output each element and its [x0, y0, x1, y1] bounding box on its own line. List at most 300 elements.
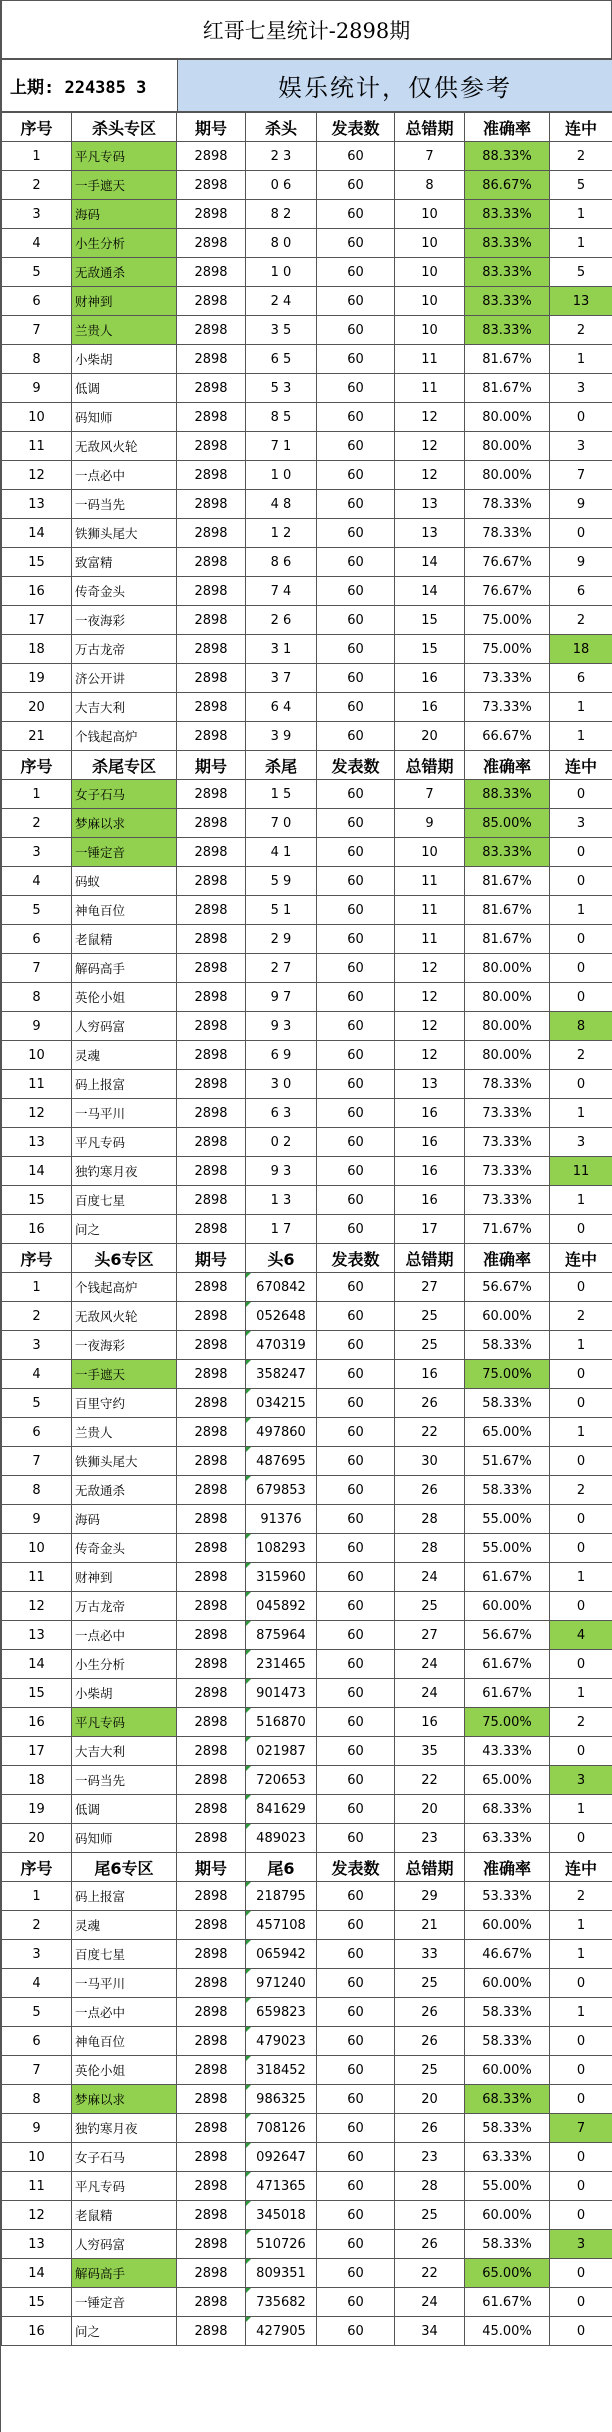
errors-cell: 7	[395, 780, 465, 809]
errors-cell: 29	[395, 1882, 465, 1911]
count-cell: 60	[317, 519, 395, 548]
name-cell: 平凡专码	[72, 2172, 177, 2201]
table-row	[2, 635, 612, 664]
count-cell: 60	[317, 1940, 395, 1969]
errors-cell: 24	[395, 1650, 465, 1679]
code-cell: 470319	[246, 1331, 317, 1360]
period-cell: 2898	[177, 838, 246, 867]
streak-cell: 5	[550, 258, 612, 287]
period-cell: 2898	[177, 867, 246, 896]
streak-cell: 0	[550, 1505, 612, 1534]
name-cell: 码知师	[72, 403, 177, 432]
name-cell: 个钱起高炉	[72, 722, 177, 751]
code-cell: 427905	[246, 2317, 317, 2346]
serial-cell: 1	[2, 780, 72, 809]
rate-cell: 56.67%	[465, 1621, 550, 1650]
period-cell: 2898	[177, 461, 246, 490]
table-row	[2, 954, 612, 983]
code-cell: 510726	[246, 2230, 317, 2259]
name-cell: 万古龙帝	[72, 635, 177, 664]
table-row	[2, 258, 612, 287]
errors-cell: 25	[395, 1331, 465, 1360]
period-cell: 2898	[177, 2230, 246, 2259]
rate-cell: 55.00%	[465, 1534, 550, 1563]
streak-cell: 1	[550, 1911, 612, 1940]
rate-cell: 46.67%	[465, 1940, 550, 1969]
errors-cell: 26	[395, 2230, 465, 2259]
name-cell: 一手遮天	[72, 171, 177, 200]
streak-cell: 1	[550, 229, 612, 258]
count-cell: 60	[317, 1157, 395, 1186]
rate-cell: 61.67%	[465, 1679, 550, 1708]
name-cell: 一点必中	[72, 1998, 177, 2027]
period-cell: 2898	[177, 490, 246, 519]
table-row	[2, 403, 612, 432]
errors-cell: 35	[395, 1737, 465, 1766]
count-cell: 60	[317, 316, 395, 345]
code-cell: 1 7	[246, 1215, 317, 1244]
name-cell: 小生分析	[72, 229, 177, 258]
name-cell: 财神到	[72, 1563, 177, 1592]
count-cell: 60	[317, 432, 395, 461]
rate-cell: 45.00%	[465, 2317, 550, 2346]
table-row	[2, 142, 612, 171]
table-row	[2, 1128, 612, 1157]
name-cell: 小柴胡	[72, 1679, 177, 1708]
serial-cell: 10	[2, 2143, 72, 2172]
count-cell: 60	[317, 1476, 395, 1505]
period-cell: 2898	[177, 1331, 246, 1360]
count-cell: 60	[317, 200, 395, 229]
streak-cell: 0	[550, 403, 612, 432]
period-cell: 2898	[177, 2114, 246, 2143]
code-cell: 6 3	[246, 1099, 317, 1128]
errors-cell: 26	[395, 1476, 465, 1505]
header-period: 期号	[177, 113, 246, 142]
count-cell: 60	[317, 287, 395, 316]
errors-cell: 27	[395, 1273, 465, 1302]
count-cell: 60	[317, 1679, 395, 1708]
errors-cell: 24	[395, 2288, 465, 2317]
name-cell: 梦麻以求	[72, 809, 177, 838]
code-cell: 8 6	[246, 548, 317, 577]
errors-cell: 25	[395, 1302, 465, 1331]
count-cell: 60	[317, 1447, 395, 1476]
code-cell: 092647	[246, 2143, 317, 2172]
errors-cell: 12	[395, 403, 465, 432]
code-cell: 318452	[246, 2056, 317, 2085]
rate-cell: 76.67%	[465, 577, 550, 606]
errors-cell: 16	[395, 664, 465, 693]
serial-cell: 13	[2, 490, 72, 519]
errors-cell: 25	[395, 2056, 465, 2085]
name-cell: 一手遮天	[72, 1360, 177, 1389]
header-streak: 连中	[550, 1244, 612, 1273]
table-row	[2, 1070, 612, 1099]
streak-cell: 1	[550, 896, 612, 925]
name-cell: 神龟百位	[72, 896, 177, 925]
code-cell: 5 1	[246, 896, 317, 925]
code-cell: 487695	[246, 1447, 317, 1476]
name-cell: 问之	[72, 2317, 177, 2346]
rate-cell: 80.00%	[465, 1041, 550, 1070]
errors-cell: 16	[395, 1360, 465, 1389]
table-row	[2, 838, 612, 867]
name-cell: 一锤定音	[72, 2288, 177, 2317]
code-cell: 1 2	[246, 519, 317, 548]
streak-cell: 0	[550, 983, 612, 1012]
errors-cell: 11	[395, 867, 465, 896]
name-cell: 人穷码富	[72, 2230, 177, 2259]
serial-cell: 14	[2, 2259, 72, 2288]
rate-cell: 83.33%	[465, 258, 550, 287]
table-row	[2, 287, 612, 316]
errors-cell: 21	[395, 1911, 465, 1940]
count-cell: 60	[317, 983, 395, 1012]
errors-cell: 15	[395, 606, 465, 635]
name-cell: 无敌通杀	[72, 258, 177, 287]
name-cell: 传奇金头	[72, 577, 177, 606]
errors-cell: 22	[395, 1766, 465, 1795]
streak-cell: 13	[550, 287, 612, 316]
table-row	[2, 1824, 612, 1853]
rate-cell: 58.33%	[465, 2027, 550, 2056]
rate-cell: 60.00%	[465, 2201, 550, 2230]
streak-cell: 1	[550, 1331, 612, 1360]
period-cell: 2898	[177, 1186, 246, 1215]
name-cell: 铁狮头尾大	[72, 1447, 177, 1476]
table-row	[2, 1766, 612, 1795]
rate-cell: 60.00%	[465, 2056, 550, 2085]
period-cell: 2898	[177, 2027, 246, 2056]
name-cell: 平凡专码	[72, 1128, 177, 1157]
serial-cell: 20	[2, 1824, 72, 1853]
period-cell: 2898	[177, 954, 246, 983]
table-row	[2, 925, 612, 954]
table-row	[2, 577, 612, 606]
table-row	[2, 1940, 612, 1969]
streak-cell: 6	[550, 577, 612, 606]
streak-cell: 2	[550, 1041, 612, 1070]
name-cell: 解码高手	[72, 2259, 177, 2288]
header-streak: 连中	[550, 113, 612, 142]
errors-cell: 26	[395, 1389, 465, 1418]
name-cell: 一锤定音	[72, 838, 177, 867]
table-row	[2, 1331, 612, 1360]
serial-cell: 9	[2, 1505, 72, 1534]
errors-cell: 10	[395, 316, 465, 345]
header-rate: 准确率	[465, 751, 550, 780]
serial-cell: 18	[2, 635, 72, 664]
code-cell: 6 4	[246, 693, 317, 722]
table-row	[2, 2172, 612, 2201]
count-cell: 60	[317, 1621, 395, 1650]
errors-cell: 7	[395, 142, 465, 171]
code-cell: 218795	[246, 1882, 317, 1911]
name-cell: 平凡专码	[72, 142, 177, 171]
period-cell: 2898	[177, 1476, 246, 1505]
table-row	[2, 1795, 612, 1824]
streak-cell: 0	[550, 1534, 612, 1563]
errors-cell: 28	[395, 2172, 465, 2201]
rate-cell: 81.67%	[465, 374, 550, 403]
errors-cell: 11	[395, 374, 465, 403]
code-cell: 2 3	[246, 142, 317, 171]
errors-cell: 11	[395, 896, 465, 925]
table-row	[2, 1476, 612, 1505]
serial-cell: 14	[2, 519, 72, 548]
count-cell: 60	[317, 1186, 395, 1215]
rate-cell: 63.33%	[465, 1824, 550, 1853]
period-cell: 2898	[177, 1737, 246, 1766]
streak-cell: 0	[550, 1824, 612, 1853]
code-cell: 9 7	[246, 983, 317, 1012]
name-cell: 百度七星	[72, 1940, 177, 1969]
serial-cell: 4	[2, 1969, 72, 1998]
header-rate: 准确率	[465, 1853, 550, 1882]
streak-cell: 0	[550, 1389, 612, 1418]
serial-cell: 19	[2, 1795, 72, 1824]
serial-cell: 1	[2, 1273, 72, 1302]
period-cell: 2898	[177, 2056, 246, 2085]
rate-cell: 71.67%	[465, 1215, 550, 1244]
code-cell: 108293	[246, 1534, 317, 1563]
rate-cell: 60.00%	[465, 1911, 550, 1940]
errors-cell: 14	[395, 548, 465, 577]
serial-cell: 16	[2, 577, 72, 606]
serial-cell: 4	[2, 229, 72, 258]
stats-table	[1, 112, 612, 2346]
errors-cell: 12	[395, 954, 465, 983]
errors-cell: 17	[395, 1215, 465, 1244]
name-cell: 一夜海彩	[72, 1331, 177, 1360]
streak-cell: 1	[550, 345, 612, 374]
period-cell: 2898	[177, 142, 246, 171]
errors-cell: 10	[395, 229, 465, 258]
code-cell: 875964	[246, 1621, 317, 1650]
serial-cell: 6	[2, 2027, 72, 2056]
code-cell: 720653	[246, 1766, 317, 1795]
serial-cell: 17	[2, 1737, 72, 1766]
count-cell: 60	[317, 1128, 395, 1157]
rate-cell: 68.33%	[465, 1795, 550, 1824]
header-count: 发表数	[317, 1853, 395, 1882]
errors-cell: 28	[395, 1534, 465, 1563]
streak-cell: 0	[550, 1447, 612, 1476]
header-serial: 序号	[2, 1244, 72, 1273]
serial-cell: 1	[2, 142, 72, 171]
period-cell: 2898	[177, 2259, 246, 2288]
stats-table-body	[2, 113, 612, 2346]
serial-cell: 2	[2, 171, 72, 200]
period-cell: 2898	[177, 2317, 246, 2346]
period-cell: 2898	[177, 809, 246, 838]
rate-cell: 43.33%	[465, 1737, 550, 1766]
table-row	[2, 432, 612, 461]
code-cell: 0 2	[246, 1128, 317, 1157]
serial-cell: 20	[2, 693, 72, 722]
period-cell: 2898	[177, 2085, 246, 2114]
table-row	[2, 1563, 612, 1592]
streak-cell: 0	[550, 867, 612, 896]
name-cell: 大吉大利	[72, 693, 177, 722]
rate-cell: 58.33%	[465, 1331, 550, 1360]
header-serial: 序号	[2, 1853, 72, 1882]
period-cell: 2898	[177, 1824, 246, 1853]
errors-cell: 20	[395, 722, 465, 751]
streak-cell: 1	[550, 722, 612, 751]
code-cell: 1 3	[246, 1186, 317, 1215]
streak-cell: 0	[550, 1650, 612, 1679]
serial-cell: 10	[2, 403, 72, 432]
rate-cell: 55.00%	[465, 1505, 550, 1534]
period-cell: 2898	[177, 316, 246, 345]
streak-cell: 1	[550, 200, 612, 229]
serial-cell: 13	[2, 1621, 72, 1650]
table-row	[2, 1505, 612, 1534]
table-row	[2, 2201, 612, 2230]
count-cell: 60	[317, 2172, 395, 2201]
name-cell: 女子石马	[72, 780, 177, 809]
code-cell: 7 1	[246, 432, 317, 461]
period-cell: 2898	[177, 1505, 246, 1534]
streak-cell: 0	[550, 2056, 612, 2085]
streak-cell: 2	[550, 1708, 612, 1737]
streak-cell: 0	[550, 1273, 612, 1302]
rate-cell: 73.33%	[465, 664, 550, 693]
code-cell: 6 9	[246, 1041, 317, 1070]
table-row	[2, 722, 612, 751]
code-cell: 516870	[246, 1708, 317, 1737]
table-row	[2, 1708, 612, 1737]
errors-cell: 10	[395, 838, 465, 867]
period-cell: 2898	[177, 2172, 246, 2201]
period-cell: 2898	[177, 1766, 246, 1795]
name-cell: 致富精	[72, 548, 177, 577]
rate-cell: 83.33%	[465, 229, 550, 258]
header-count: 发表数	[317, 113, 395, 142]
count-cell: 60	[317, 1070, 395, 1099]
code-cell: 315960	[246, 1563, 317, 1592]
name-cell: 无敌风火轮	[72, 1302, 177, 1331]
code-cell: 9 3	[246, 1157, 317, 1186]
serial-cell: 21	[2, 722, 72, 751]
streak-cell: 9	[550, 548, 612, 577]
period-cell: 2898	[177, 1882, 246, 1911]
count-cell: 60	[317, 2259, 395, 2288]
errors-cell: 13	[395, 490, 465, 519]
streak-cell: 3	[550, 2230, 612, 2259]
period-cell: 2898	[177, 1998, 246, 2027]
header-serial: 序号	[2, 113, 72, 142]
name-cell: 低调	[72, 374, 177, 403]
errors-cell: 10	[395, 200, 465, 229]
period-cell: 2898	[177, 1650, 246, 1679]
streak-cell: 1	[550, 1998, 612, 2027]
code-cell: 1 0	[246, 461, 317, 490]
count-cell: 60	[317, 577, 395, 606]
rate-cell: 55.00%	[465, 2172, 550, 2201]
code-cell: 045892	[246, 1592, 317, 1621]
rate-cell: 81.67%	[465, 925, 550, 954]
table-row	[2, 867, 612, 896]
errors-cell: 25	[395, 1969, 465, 1998]
serial-cell: 3	[2, 1940, 72, 1969]
table-row	[2, 2317, 612, 2346]
count-cell: 60	[317, 1563, 395, 1592]
code-cell: 901473	[246, 1679, 317, 1708]
count-cell: 60	[317, 1824, 395, 1853]
name-cell: 一马平川	[72, 1969, 177, 1998]
serial-cell: 7	[2, 954, 72, 983]
rate-cell: 88.33%	[465, 780, 550, 809]
table-row	[2, 519, 612, 548]
rate-cell: 68.33%	[465, 2085, 550, 2114]
period-cell: 2898	[177, 1360, 246, 1389]
serial-cell: 11	[2, 1070, 72, 1099]
code-cell: 841629	[246, 1795, 317, 1824]
name-cell: 独钓寒月夜	[72, 2114, 177, 2143]
table-row	[2, 1012, 612, 1041]
rate-cell: 60.00%	[465, 1302, 550, 1331]
count-cell: 60	[317, 1099, 395, 1128]
table-row	[2, 606, 612, 635]
streak-cell: 3	[550, 432, 612, 461]
period-cell: 2898	[177, 1447, 246, 1476]
serial-cell: 5	[2, 1998, 72, 2027]
streak-cell: 0	[550, 925, 612, 954]
rate-cell: 80.00%	[465, 432, 550, 461]
streak-cell: 0	[550, 780, 612, 809]
code-cell: 8 0	[246, 229, 317, 258]
name-cell: 梦麻以求	[72, 2085, 177, 2114]
streak-cell: 3	[550, 1128, 612, 1157]
table-row	[2, 1215, 612, 1244]
serial-cell: 1	[2, 1882, 72, 1911]
table-row	[2, 1273, 612, 1302]
rate-cell: 58.33%	[465, 1476, 550, 1505]
period-cell: 2898	[177, 2143, 246, 2172]
table-row	[2, 1679, 612, 1708]
count-cell: 60	[317, 1998, 395, 2027]
header-errors: 总错期	[395, 113, 465, 142]
name-cell: 百里守约	[72, 1389, 177, 1418]
serial-cell: 14	[2, 1650, 72, 1679]
count-cell: 60	[317, 606, 395, 635]
table-row	[2, 1969, 612, 1998]
rate-cell: 65.00%	[465, 2259, 550, 2288]
count-cell: 60	[317, 1882, 395, 1911]
count-cell: 60	[317, 809, 395, 838]
slogan-banner: 娱乐统计，仅供参考	[178, 60, 612, 112]
errors-cell: 27	[395, 1621, 465, 1650]
serial-cell: 8	[2, 1476, 72, 1505]
period-cell: 2898	[177, 664, 246, 693]
serial-cell: 8	[2, 983, 72, 1012]
errors-cell: 16	[395, 1186, 465, 1215]
header-period: 期号	[177, 1853, 246, 1882]
errors-cell: 9	[395, 809, 465, 838]
errors-cell: 26	[395, 1998, 465, 2027]
rate-cell: 60.00%	[465, 1592, 550, 1621]
rate-cell: 65.00%	[465, 1418, 550, 1447]
name-cell: 老鼠精	[72, 2201, 177, 2230]
serial-cell: 2	[2, 1302, 72, 1331]
header-streak: 连中	[550, 751, 612, 780]
name-cell: 铁狮头尾大	[72, 519, 177, 548]
errors-cell: 12	[395, 983, 465, 1012]
errors-cell: 10	[395, 287, 465, 316]
